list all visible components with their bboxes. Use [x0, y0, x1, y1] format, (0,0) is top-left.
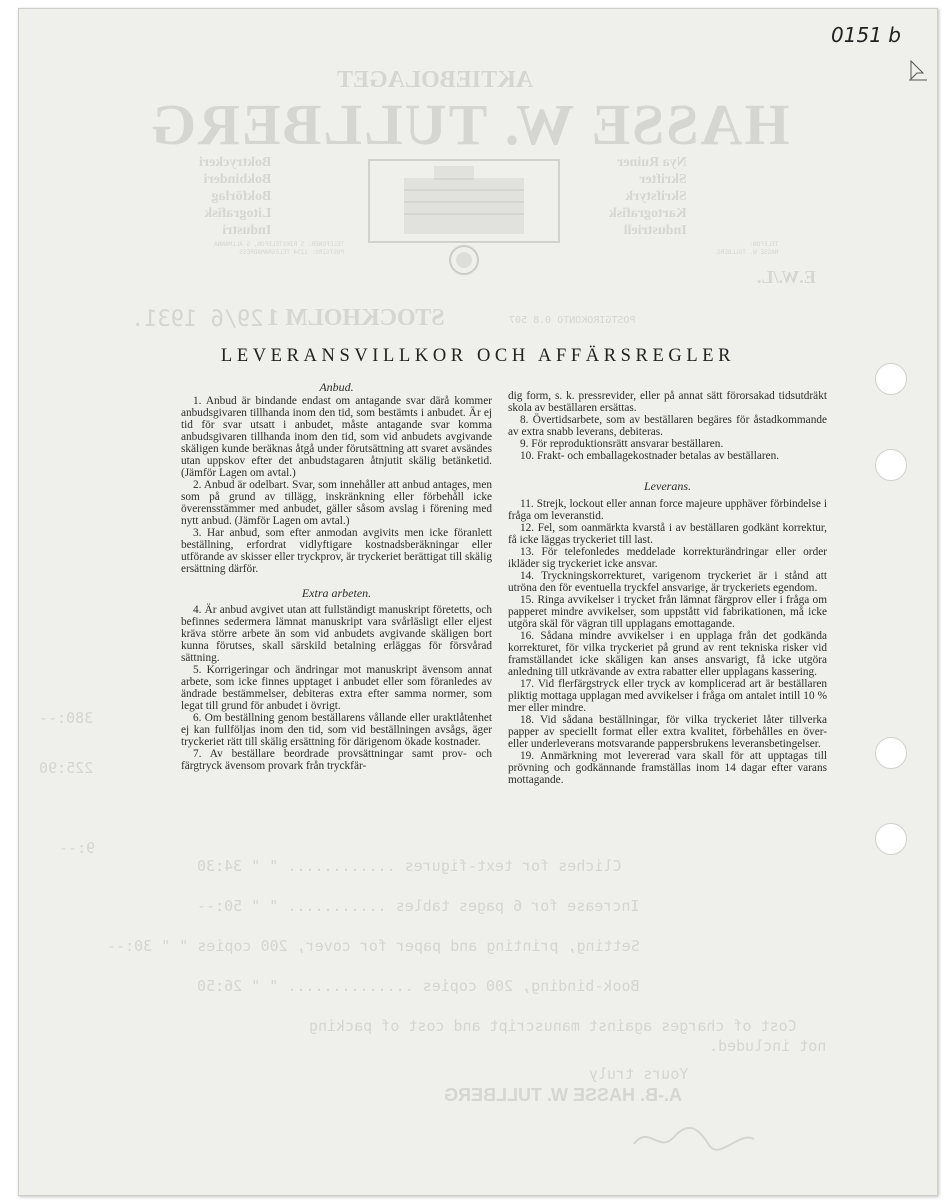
paragraph-continuation: dig form, s. k. pressrevider, eller på annat sätt förorsakad tidsutdräkt skola av beställaren ersättas. — [508, 390, 827, 414]
paragraph: 17. Vid flerfärgstryck eller tryck av komplicerad art är beställaren pliktig mottaga upplagan med avvikelser i fråga om antalet intill 10 % mer eller mindre. — [508, 678, 827, 714]
letterhead-company-name: HASSE W. TULLBERG — [149, 92, 790, 157]
paragraph: 10. Frakt- och emballagekostnader betalas av beställaren. — [520, 450, 780, 462]
paragraph: 5. Korrigeringar och ändringar mot manuskript ävensom annat arbete, som icke finnes upptaget i anbudet eller som föranledes av ändrade bestämmelser, debiteras extra efter samma normer, som legat till grund för anbudet i övrigt. — [181, 664, 492, 712]
service-line: Bokförlag — [211, 189, 272, 204]
archive-number: 0151 b — [831, 23, 901, 47]
document-sheet — [18, 8, 938, 1196]
ghost-letter-closing: Yours truly — [589, 1065, 689, 1083]
paragraph: 19. Anmärkning mot levererad vara skall för att upptagas till prövning och godkännande framställas inom 14 dagar efter varans mottagande. — [508, 750, 827, 786]
service-line: Industriell — [623, 223, 687, 238]
paragraph: 8. Övertidsarbete, som av beställaren begäres för åstadkommande av extra snabb leverans, debiteras. — [508, 414, 827, 438]
page-corner-mark — [909, 59, 927, 81]
paragraph: 13. För telefonledes meddelade korrekturändringar eller order ikläder sig tryckeriet icke ansvar. — [508, 546, 827, 570]
paragraph: 6. Om beställning genom beställarens vållande eller uraktlåtenhet ej kan fullföljas inom den tid, som vid beställningen avsågs, äger tryckeriet rätt till skälig ersättning för därigenom ökade kostnader. — [181, 712, 492, 748]
letterhead-postgiro: POSTGIROKONTO 0.8 507 — [509, 315, 636, 326]
ghost-letter-signature-block: A.-B. HASSE W. TULLBERG — [444, 1085, 682, 1105]
paragraph: 2. Anbud är odelbart. Svar, som innehåller att anbud antages, men som på grund av tillägg, inskränkning eller förbehåll icke överensstämmer med anbudet, gäller såsom avslag i förening med nytt anbud. (Jämför Lagen om avtal.) — [181, 479, 492, 527]
paragraph: 14. Tryckningskorrekturet, varigenom tryckeriet är i stånd att utröna den för eventuella tryckfel ansvarige, är tryckeriets egendom. — [508, 570, 827, 594]
letterhead-services-left — [609, 154, 687, 239]
paragraph: 9. För reproduktionsrätt ansvarar beställaren. — [520, 438, 724, 450]
paragraph: 3. Har anbud, som efter anmodan avgivits men icke föranlett beställning, erfordrat vidlyftigare kostnadsberäkningar eller utförande av skisser eller tryckprov, är tryckeriet berättigat till skälig ersättning därför. — [181, 527, 492, 575]
letterhead-services-right — [199, 154, 271, 239]
letterhead-contact-right: TELEFON: HASSE W. TULLBERG — [717, 241, 779, 256]
left-column — [181, 381, 492, 772]
letterhead-sub-name: AKTIEBOLAGET — [337, 67, 534, 93]
paragraph: 11. Strejk, lockout eller annan force majeure upphäver förbindelse i fråga om leveranstid. — [508, 498, 827, 522]
paragraph: 4. Är anbud avgivet utan att fullständigt manuskript företetts, och befinnes sedermera lämnat manuskript vara svårläsligt eller eljest kräva större arbete än som vid anbudets avgivande skäligen bort kunna förutses, skall särskild betalning erläggas för försvårad sättning. — [181, 604, 492, 664]
ghost-letter-line: Cost of charges against manuscript and cost of packing — [309, 1017, 797, 1035]
section-heading-leverans: Leverans. — [644, 479, 691, 493]
ghost-margin-value: 380:-- — [39, 709, 94, 727]
right-column — [508, 390, 827, 786]
ghost-handwritten-signature — [629, 1119, 759, 1159]
ghost-letter-line: Increase for 6 pages tables ........... " " 50:-- — [197, 897, 640, 915]
ghost-letter-line: not included. — [709, 1037, 827, 1055]
paragraph: 7. Av beställare beordrade provsättningar samt prov- och färgtryck ävensom provark från tryckfär- — [181, 748, 492, 772]
ghost-letter-line: Book-binding, 200 copies .............. " " 26:50 — [197, 977, 640, 995]
letterhead-ref: E.W./L. — [757, 267, 816, 287]
service-line: Kartografisk — [609, 206, 687, 221]
paragraph: 18. Vid sådana beställningar, för vilka tryckeriet låter tillverka papper av speciellt format eller extra kvalitet, förbehålles en över- eller underleverans motsvarande pappersbrukens leveransbetingelser. — [508, 714, 827, 750]
letterhead-building-emblem — [364, 156, 564, 276]
service-line: Skrifter — [639, 172, 687, 187]
section-heading-anbud: Anbud. — [319, 380, 354, 394]
punch-hole — [875, 737, 907, 769]
paragraph: 16. Sådana mindre avvikelser i en upplaga från det godkända korrekturet, för vilka tryckeriet på grund av rent tekniska risker vid framställandet icke skäligen kan anses ansvarigt, få icke utgöra anledning till utkrävande av extra rabatter eller upplagans kassering. — [508, 630, 827, 678]
paragraph: 1. Anbud är bindande endast om antagande svar därå kommer anbudsgivaren tillhanda inom den tid, som bestämts i anbudet. Är ej tid för svar utsatt i anbudet, måste antagande svar komma anbudsgivaren tillhanda inom den tid, som vid anbudets avgivande skäligen kunde beräknas åtgå under förutsättning att svaret avsändes utan uppskov efter det anbudstagaren åtnjutit skälig betänketid. (Jämför Lagen om avtal.) — [181, 395, 492, 479]
letterhead-city: STOCKHOLM 1 — [267, 305, 445, 331]
section-heading-extra: Extra arbeten. — [301, 586, 372, 600]
paragraph: 15. Ringa avvikelser i trycket från lämnat färgprov eller i fråga om papperet mindre avvikelser, som uppstått vid fabrikationen, må icke utgöra skäl för vägran till upplagans emottagande. — [508, 594, 827, 630]
service-line: Nya Ruiner — [617, 155, 687, 170]
letterhead-contact-left: TELEFONER: 5 RIKSTELEFON, 5 ALLMANNA POSTGIRO: 1234 TELEGRAMADRESS — [214, 241, 345, 256]
punch-hole — [875, 363, 907, 395]
service-line: Skrifstyrk — [625, 189, 687, 204]
ghost-margin-value: 9:-- — [59, 839, 96, 857]
letterhead-date: 29/6 1931. — [131, 307, 264, 332]
service-line: Boktryckeri — [199, 155, 272, 170]
service-line: Bokbinderi — [203, 172, 272, 187]
paragraph: 12. Fel, som oanmärkta kvarstå i av beställaren godkänt korrektur, få icke läggas tryckeriet till last. — [508, 522, 827, 546]
punch-hole — [875, 449, 907, 481]
ghost-letter-line: Cliches for text-figures ............ " " 34:30 — [197, 857, 622, 875]
ghost-margin-value: 225:90 — [39, 759, 94, 777]
service-line: Industri — [222, 223, 272, 238]
punch-hole — [875, 823, 907, 855]
document-title: LEVERANSVILLKOR OCH AFFÄRSREGLER — [220, 346, 736, 366]
service-line: Litografisk — [204, 206, 272, 221]
ghost-letter-line: Setting, printing and paper for cover, 200 copies " " 30:-- — [107, 937, 640, 955]
